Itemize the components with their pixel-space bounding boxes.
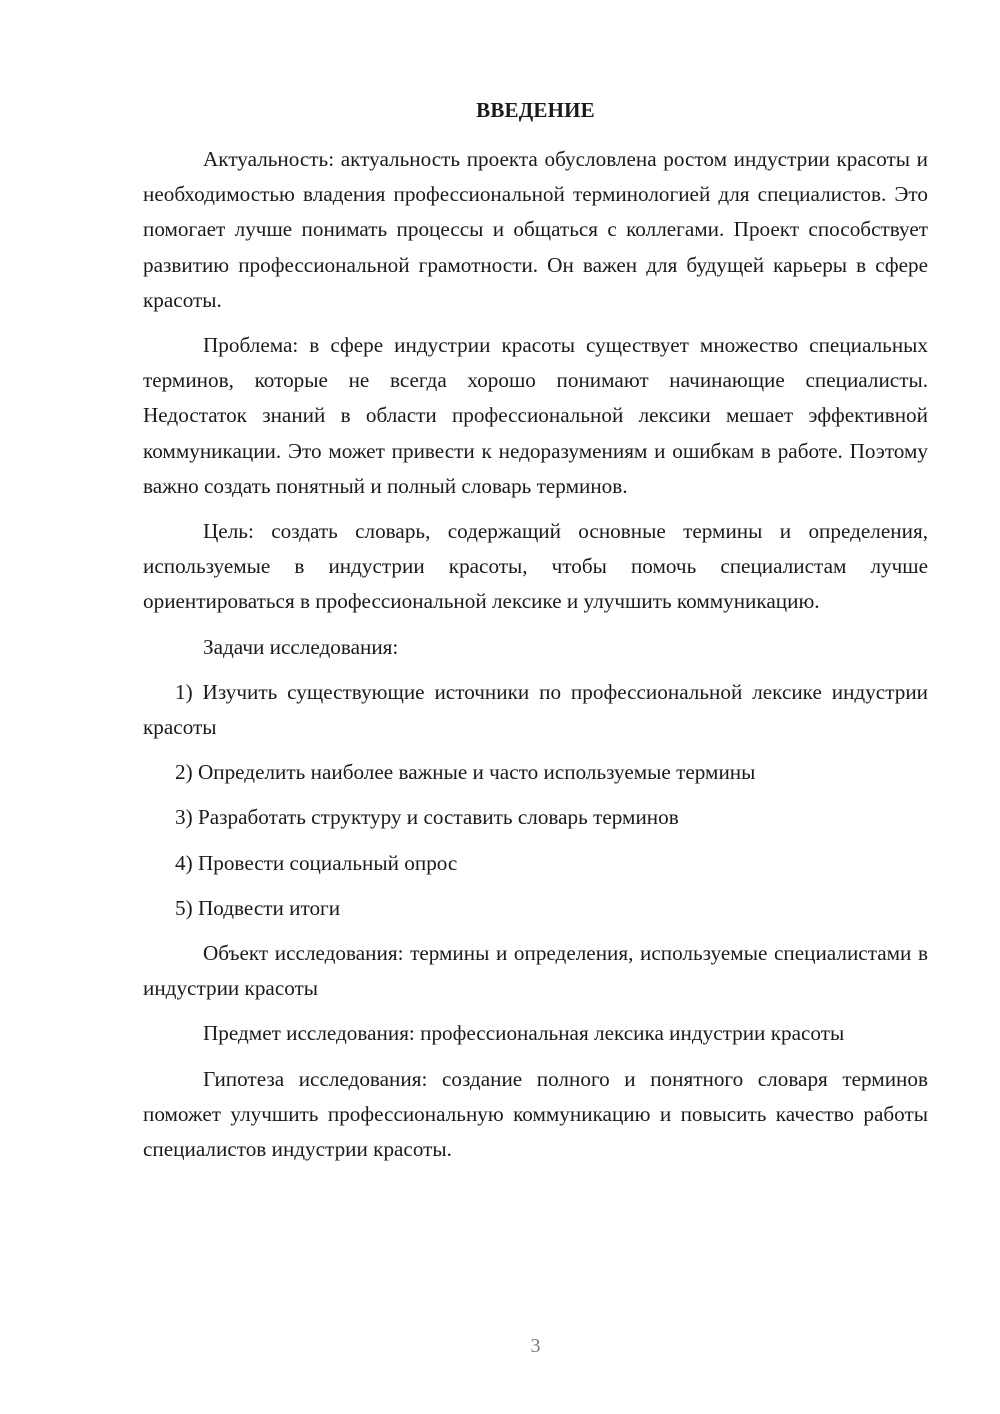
paragraph-hypothesis: Гипотеза исследования: создание полного и понятного словаря терминов поможет улучшить профессиональную коммуникацию и повысить качество работы специалистов индустрии красоты.	[143, 1066, 928, 1162]
tasks-heading: Задачи исследования:	[203, 634, 399, 659]
task-item-4: 4) Провести социальный опрос	[175, 850, 458, 875]
task-item-5: 5) Подвести итоги	[175, 895, 341, 920]
task-item-3: 3) Разработать структуру и составить словарь терминов	[175, 805, 679, 830]
paragraph-problem: Проблема: в сфере индустрии красоты существует множество специальных терминов, которые не всегда хорошо понимают начинающие специалисты. Недостаток знаний в области профессиональной лексики мешает эффективной коммуникации. Это может привести к недоразумениям и ошибкам в работе. Поэтому важно создать понятный и полный словарь терминов.	[143, 333, 928, 498]
paragraph-relevance: Актуальность: актуальность проекта обусловлена ростом индустрии красоты и необходимостью владения профессиональной терминологией для специалистов. Это помогает лучше понимать процессы и общаться с коллегами. Проект способствует развитию профессиональной грамотности. Он важен для будущей карьеры в сфере красоты.	[143, 147, 928, 312]
paragraph-subject: Предмет исследования: профессиональная лексика индустрии красоты	[203, 1021, 845, 1046]
paragraph-goal: Цель: создать словарь, содержащий основные термины и определения, используемые в индустрии красоты, чтобы помочь специалистам лучше ориентироваться в профессиональной лексике и улучшить коммуникацию.	[143, 519, 928, 614]
page-number: 3	[530, 1335, 541, 1357]
paragraph-object: Объект исследования: термины и определения, используемые специалистами в индустрии красоты	[143, 941, 928, 1001]
page-title: ВВЕДЕНИЕ	[476, 98, 595, 122]
task-item-1: 1) Изучить существующие источники по профессиональной лексике индустрии красоты	[143, 679, 928, 740]
task-item-2: 2) Определить наиболее важные и часто используемые термины	[175, 760, 756, 785]
document-page	[143, 0, 928, 1414]
document-body	[143, 142, 928, 1177]
